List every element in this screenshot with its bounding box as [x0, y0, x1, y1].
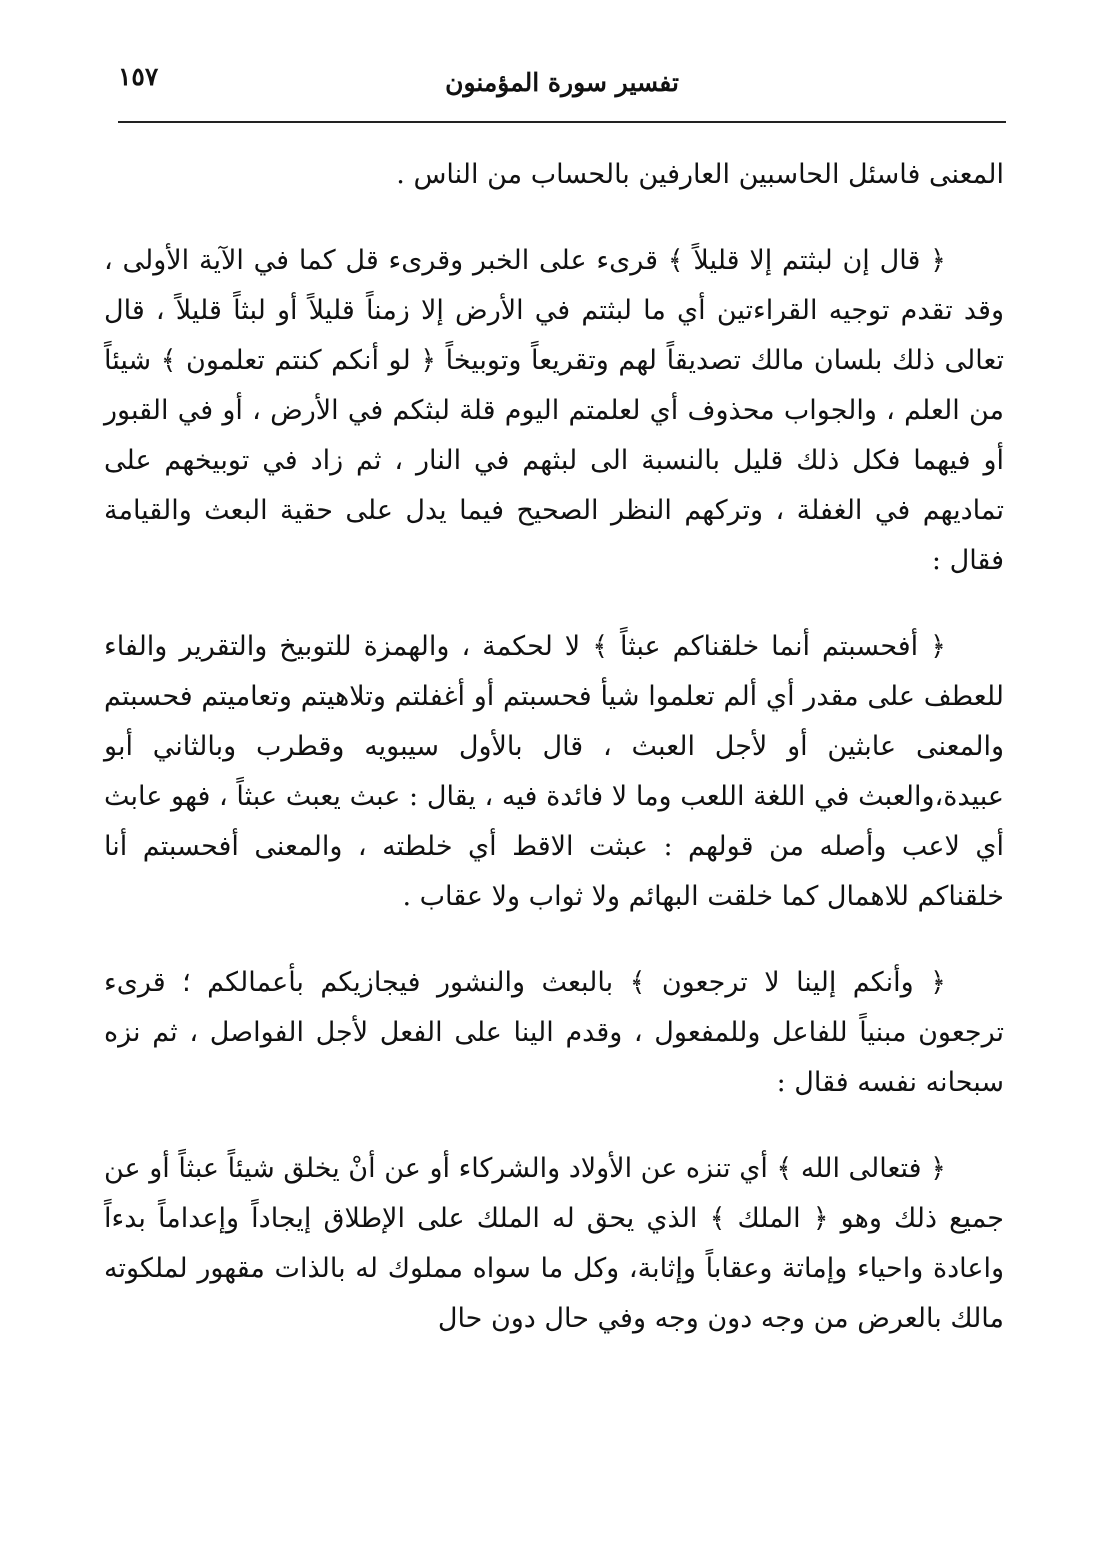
header-rule — [118, 121, 1006, 123]
paragraph-gap — [104, 200, 1004, 236]
paragraph: ﴿ وأنكم إلينا لا ترجعون ﴾ بالبعث والنشور فيجازيكم بأعمالكم ؛ قرىء ترجعون مبنياً للفاعل وللمفعول ، وقدم الينا على الفعل لأجل الفواصل ، ثم نزه سبحانه نفسه فقال : — [104, 967, 1004, 1098]
paragraph-gap — [104, 1108, 1004, 1144]
paragraph: ﴿ أفحسبتم أنما خلقناكم عبثاً ﴾ لا لحكمة ، والهمزة للتوبيخ والتقرير والفاء للعطف على مقدر أي ألم تعلموا شيأ فحسبتم أو أغفلتم وتلاهيتم وتعاميتم فحسبتم والمعنى عابثين أو لأجل العبث ، قال بالأول سيبويه وقطرب وبالثاني أبو عبيدة،والعبث في اللغة اللعب وما لا فائدة فيه ، يقال : عبث يعبث عبثاً ، فهو عابث أي لاعب وأصله من قولهم : عبثت الاقط أي خلطته ، والمعنى أفحسبتم أنا خلقناكم للاهمال كما خلقت البهائم ولا ثواب ولا عقاب . — [104, 631, 1004, 912]
paragraph-gap — [104, 586, 1004, 622]
running-title: تفسير سورة المؤمنون — [445, 68, 679, 97]
page-number: ١٥٧ — [118, 62, 159, 91]
paragraph: ﴿ قال إن لبثتم إلا قليلاً ﴾ قرىء على الخبر وقرىء قل كما في الآية الأولى ، وقد تقدم توجيه القراءتين أي ما لبثتم في الأرض إلا زمناً قليلاً أو لبثاً قليلاً ، قال تعالى ذلك بلسان مالك تصديقاً لهم وتقريعاً وتوبيخاً ﴿ لو أنكم كنتم تعلمون ﴾ شيئاً من العلم ، والجواب محذوف أي لعلمتم اليوم قلة لبثكم في الأرض ، أو في القبور أو فيهما فكل ذلك قليل بالنسبة الى لبثهم في النار ، ثم زاد في توبيخهم على تماديهم في الغفلة ، وتركهم النظر الصحيح فيما يدل على حقية البعث والقيامة فقال : — [104, 245, 1004, 576]
paragraph: ﴿ فتعالى الله ﴾ أي تنزه عن الأولاد والشركاء أو عن أنْ يخلق شيئاً عبثاً أو عن جميع ذلك وهو ﴿ الملك ﴾ الذي يحق له الملك على الإطلاق إيجاداً وإعداماً بدءاً واعادة واحياء وإماتة وعقاباً وإثابة، وكل ما سواه مملوك له بالذات مقهور لملكوته مالك بالعرض من وجه دون وجه وفي حال دون حال — [104, 1153, 1004, 1334]
page-header — [118, 62, 1006, 120]
paragraph-gap — [104, 922, 1004, 958]
paragraph: المعنى فاسئل الحاسبين العارفين بالحساب من الناس . — [396, 159, 1004, 190]
body-text — [104, 150, 1004, 1344]
